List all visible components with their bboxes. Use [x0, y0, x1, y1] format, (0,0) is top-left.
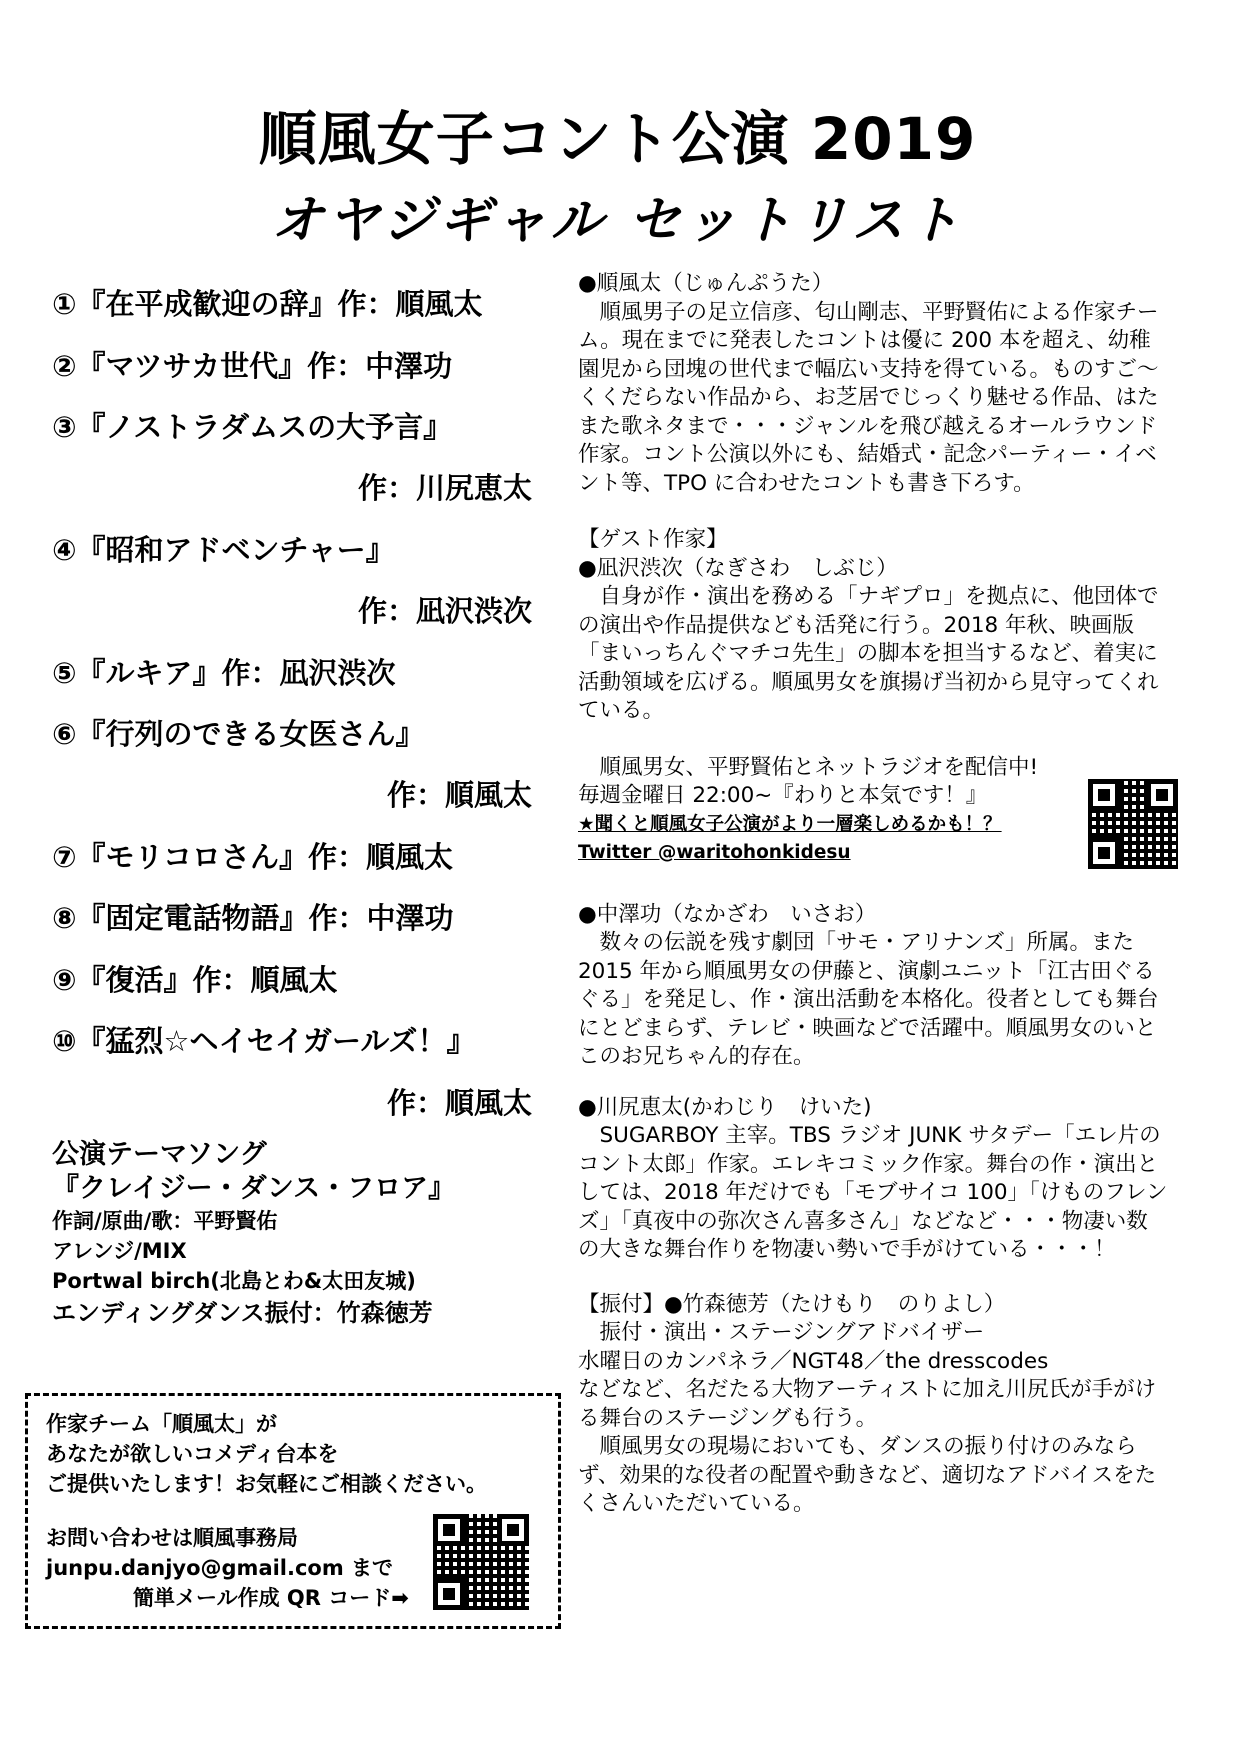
- setlist-item: ⑧『固定電話物語』作：中澤功: [52, 901, 454, 935]
- setlist-item: ⑤『ルキア』作：凪沢渋次: [52, 656, 396, 690]
- setlist-item: ①『在平成歓迎の辞』作：順風太: [52, 287, 483, 321]
- theme-heading: 公演テーマソング: [52, 1139, 267, 1170]
- radio-line: ★聞くと順風女子公演がより一層楽しめるかも！？: [578, 813, 1002, 835]
- profiles: [578, 270, 1168, 1519]
- qr-code-icon[interactable]: [1088, 779, 1178, 869]
- contact-box: [25, 1393, 561, 1629]
- profile-heading: ●順風太（じゅんぷうた）: [578, 271, 834, 296]
- profile-body: SUGARBOY 主宰。TBS ラジオ JUNK サタデー「エレ片のコント太郎」作家。エレキコミック作家。舞台の作・演出としては、2018 年だけでも「モブサイコ 100」「けものフレンズ」「真夜中の弥次さん喜多さん」などなど・・・物凄い数の大きな舞台作りを物凄い勢いで手がけている・・・！: [578, 1123, 1168, 1262]
- profile-body: 数々の伝説を残す劇団「サモ・アリナンズ」所属。また 2015 年から順風男女の伊藤と、演劇ユニット「江古田ぐるぐる」を発足し、作・演出活動を本格化。役者としても舞台にとどまらず、テレビ・映画などで活躍中。順風男女のいとこのお兄ちゃん的存在。: [578, 930, 1159, 1069]
- email-link[interactable]: junpu.danjyo@gmail.com まで: [46, 1556, 394, 1580]
- setlist-author: 作：順風太: [386, 1086, 532, 1120]
- page-title: 順風女子コント公演 2019: [258, 105, 977, 173]
- theme-credit: アレンジ/MIX: [52, 1239, 187, 1263]
- profile-body: 水曜日のカンパネラ／NGT48／the dresscodes: [578, 1348, 1049, 1374]
- page-subtitle: オヤジギャル セットリスト: [271, 191, 964, 251]
- theme-song-title: 『クレイジー・ダンス・フロア』: [52, 1173, 456, 1204]
- profile-heading: 【振付】●竹森徳芳（たけもり のりよし）: [578, 1291, 1006, 1317]
- radio-line: 毎週金曜日 22:00~『わりと本気です！』: [578, 783, 988, 808]
- contact-line: お問い合わせは順風事務局: [46, 1526, 298, 1550]
- theme-credit: エンディングダンス振付：竹森徳芳: [52, 1299, 433, 1327]
- setlist-item: ⑦『モリコロさん』作：順風太: [52, 840, 453, 874]
- twitter-link[interactable]: Twitter @waritohonkidesu: [578, 841, 851, 863]
- theme-song: [52, 1138, 552, 1330]
- setlist-item: ⑥『行列のできる女医さん』: [52, 717, 425, 751]
- setlist-author: 作：凪沢渋次: [357, 594, 532, 628]
- theme-credit: Portwal birch(北島とわ&太田友城): [52, 1269, 416, 1293]
- profile-body: 順風男子の足立信彦、匂山剛志、平野賢佑による作家チーム。現在までに発表したコントは優に 200 本を超え、幼稚園児から団塊の世代まで幅広い支持を得ている。ものすご〜くくだらない作品から、お芝居でじっくり魅せる作品、はたまた歌ネタまで・・・ジャンルを飛び越えるオールラウンド作家。コント公演以外にも、結婚式・記念パーティー・イベント等、TPO に合わせたコントも書き下ろす。: [578, 299, 1159, 496]
- profile-heading: ●川尻恵太(かわじり けいた): [578, 1094, 872, 1120]
- setlist-author: 作：順風太: [386, 778, 532, 812]
- theme-credit: 作詞/原曲/歌：平野賢佑: [52, 1209, 278, 1233]
- contact-line: 簡単メール作成 QR コード➡: [133, 1586, 409, 1610]
- profile-heading: ●凪沢渋次（なぎさわ しぶじ）: [578, 555, 898, 581]
- profile-body: 自身が作・演出を務める「ナギプロ」を拠点に、他団体での演出や作品提供なども活発に行う。2018 年秋、映画版「まいっちんぐマチコ先生」の脚本を担当するなど、着実に活動領域を広げる。順風男女を旗揚げ当初から見守ってくれている。: [578, 584, 1159, 723]
- contact-line: 作家チーム「順風太」が: [46, 1412, 277, 1436]
- setlist-item: ④『昭和アドベンチャー』: [52, 533, 395, 567]
- setlist-author: 作：川尻恵太: [357, 471, 532, 505]
- setlist-item: ②『マツサカ世代』作：中澤功: [52, 349, 453, 383]
- setlist-item: ⑨『復活』作：順風太: [52, 963, 338, 997]
- qr-code-icon[interactable]: [433, 1514, 529, 1610]
- radio-section: [578, 754, 1168, 867]
- profile-body: 振付・演出・ステージングアドバイザー: [578, 1320, 985, 1345]
- profile-body: などなど、名だたる大物アーティストに加え川尻氏が手がける舞台のステージングも行う。: [578, 1377, 1157, 1431]
- setlist-item: ⑩『猛烈☆ヘイセイガールズ！』: [52, 1024, 476, 1058]
- profile-body: 順風男女の現場においても、ダンスの振り付けのみならず、効果的な役者の配置や動きなど、適切なアドバイスをたくさんいただいている。: [578, 1434, 1157, 1516]
- contact-line: あなたが欲しいコメディ台本を: [46, 1442, 339, 1466]
- section-heading: 【ゲスト作家】: [578, 527, 728, 552]
- contact-line: ご提供いたします！お気軽にご相談ください。: [46, 1472, 487, 1496]
- setlist-item: ③『ノストラダムスの大予言』: [52, 410, 453, 444]
- radio-line: 順風男女、平野賢佑とネットラジオを配信中!: [578, 754, 1039, 780]
- profile-heading: ●中澤功（なかざわ いさお）: [578, 901, 877, 927]
